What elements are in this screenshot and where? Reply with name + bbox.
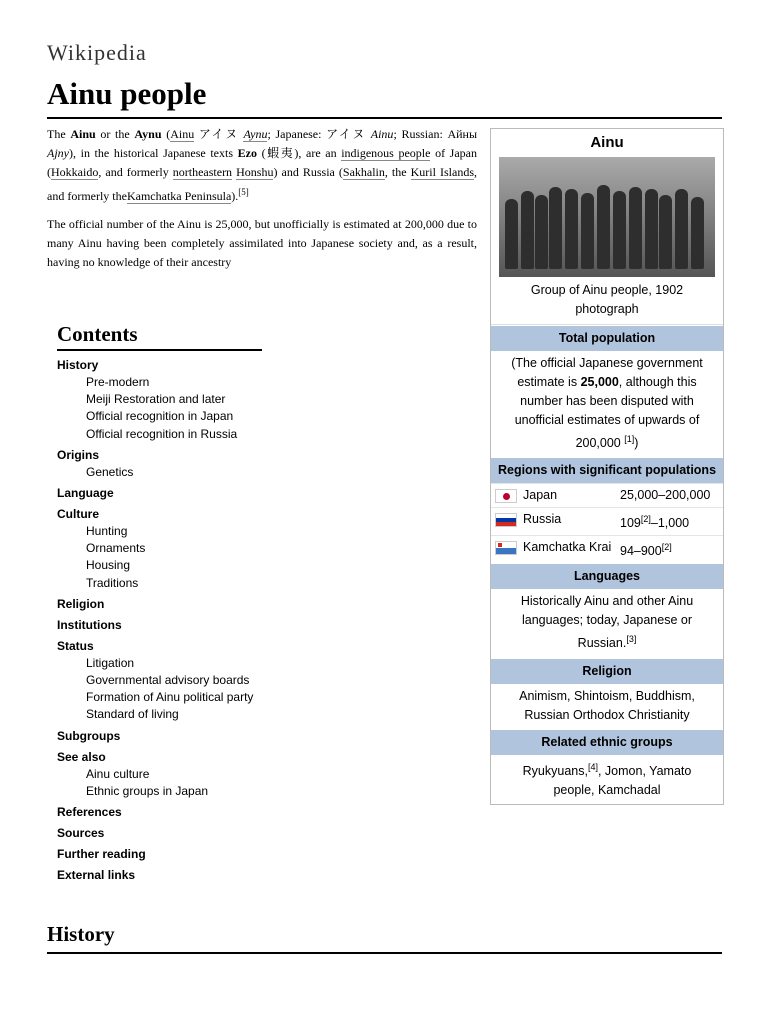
person-silhouette xyxy=(521,191,534,269)
section-heading-history: History xyxy=(47,922,115,946)
region-value: 25,000–200,000 xyxy=(620,488,711,503)
text-run: (The official Japanese government estimate is xyxy=(511,356,703,389)
text-run: ) and Russia ( xyxy=(273,165,343,180)
text-run: Historically Ainu and other Ainu languages; today, Japanese or Russian. xyxy=(520,594,694,651)
region-name-cell xyxy=(495,486,620,505)
photo-caption: Group of Ainu people, 1902 photograph xyxy=(491,277,723,325)
total-population-header: Total population xyxy=(491,325,723,351)
toc-item-label: Sources xyxy=(57,826,105,841)
region-value-cell xyxy=(620,510,719,533)
person-silhouette xyxy=(675,189,688,269)
related-groups-text xyxy=(491,755,723,804)
title-divider xyxy=(47,117,722,119)
toc-sublist xyxy=(57,766,267,800)
toc-item-language[interactable] xyxy=(57,485,267,502)
toc-item-sources[interactable] xyxy=(57,825,267,842)
text-run: , and formerly xyxy=(98,165,173,180)
region-value-upper: –1,000 xyxy=(650,516,690,531)
text-run: ) xyxy=(634,436,639,451)
russia-flag-icon[interactable] xyxy=(495,513,517,527)
regions-header: Regions with significant populations xyxy=(491,457,723,483)
article-link[interactable]: northeastern xyxy=(172,165,233,180)
article-link[interactable]: Aynu xyxy=(243,127,268,141)
toc-subitem[interactable]: Standard of living xyxy=(86,707,179,722)
text-run: ; Russian: Айны xyxy=(393,127,478,141)
person-silhouette xyxy=(613,191,626,269)
person-silhouette xyxy=(629,187,642,269)
toc-subitem[interactable]: Formation of Ainu political party xyxy=(86,690,254,705)
toc-subitem[interactable]: Hunting xyxy=(86,524,128,539)
toc-sublist xyxy=(57,655,267,724)
text-run: ). xyxy=(231,188,239,203)
text-run: Ezo xyxy=(237,146,257,161)
toc-item-label: Religion xyxy=(57,596,105,611)
region-value: 109 xyxy=(620,516,641,531)
toc-item-label: History xyxy=(57,358,99,372)
reference-link[interactable]: [4] xyxy=(587,761,598,772)
toc-subitem[interactable]: Ethnic groups in Japan xyxy=(86,783,209,798)
person-silhouette xyxy=(565,189,578,269)
reference-link[interactable]: [1] xyxy=(624,434,635,444)
toc-subitem[interactable]: Official recognition in Russia xyxy=(86,426,238,441)
text-run: The xyxy=(47,127,71,141)
text-run: Aynu xyxy=(134,127,162,141)
toc-item-status[interactable] xyxy=(57,638,267,724)
article-link[interactable]: Ainu xyxy=(170,127,195,141)
intro-paragraph xyxy=(47,125,477,206)
toc-item-label: See also xyxy=(57,749,106,764)
table-of-contents xyxy=(57,322,267,884)
toc-item-label: Institutions xyxy=(57,617,122,632)
toc-item-label: Culture xyxy=(57,507,99,522)
text-run: ), in the historical Japanese texts xyxy=(69,146,238,161)
toc-item-culture[interactable] xyxy=(57,506,267,592)
article-link[interactable]: Kuril Islands xyxy=(410,165,475,180)
religion-text: Animism, Shintoism, Buddhism, Russian Orthodox Christianity xyxy=(519,688,695,722)
languages-header: Languages xyxy=(491,563,723,589)
text-run: , the xyxy=(384,165,411,180)
toc-item-label: External links xyxy=(57,868,136,883)
article-link[interactable]: Kamchatka Peninsula xyxy=(126,188,232,203)
group-photo-image[interactable] xyxy=(499,157,715,277)
toc-subitem[interactable]: Ornaments xyxy=(86,541,146,556)
text-run: ; Japanese: アイヌ xyxy=(267,127,371,141)
person-silhouette xyxy=(549,187,562,269)
toc-item-label: Status xyxy=(57,638,94,653)
toc-item-label: Further reading xyxy=(57,847,146,862)
infobox xyxy=(490,128,724,805)
toc-subitem[interactable]: Traditions xyxy=(86,575,139,590)
person-silhouette xyxy=(645,189,658,269)
infobox-title: Ainu xyxy=(491,129,723,157)
article-link[interactable]: Hokkaido xyxy=(51,165,99,180)
toc-item-references[interactable] xyxy=(57,804,267,821)
languages-text xyxy=(491,589,723,657)
toc-sublist xyxy=(57,523,267,592)
text-run: The official number of the Ainu is 25,000, but unofficially is estimated at 200,000 due to many Ainu having been completely assimilated into Japanese society and, as a result, having no knowledge of their ancestry xyxy=(47,216,477,270)
text-run: , although this number has been disputed with unofficial estimates of upwards of 200,000 xyxy=(514,375,700,451)
region-value: 94–900 xyxy=(620,544,662,559)
toc-item-label: Origins xyxy=(57,447,100,462)
person-silhouette xyxy=(505,199,518,269)
toc-item-label: References xyxy=(57,805,122,820)
reference-link[interactable]: [5] xyxy=(238,186,249,197)
text-run: アイヌ xyxy=(194,127,244,141)
article-link[interactable]: Sakhalin xyxy=(342,165,385,180)
toc-item-religion[interactable] xyxy=(57,596,267,613)
toc-subitem[interactable]: Litigation xyxy=(86,655,135,670)
toc-item-history[interactable] xyxy=(57,357,267,443)
related-groups-header: Related ethnic groups xyxy=(491,729,723,755)
intro-paragraph xyxy=(47,215,477,273)
article-link[interactable]: Honshu xyxy=(236,165,274,180)
toc-sublist xyxy=(57,464,267,481)
wikipedia-logo[interactable]: Wikipedia xyxy=(47,40,147,65)
region-name[interactable]: Russia xyxy=(523,512,562,527)
person-silhouette xyxy=(691,197,704,269)
toc-item-see-also[interactable] xyxy=(57,749,267,800)
reference-link[interactable]: [3] xyxy=(626,634,637,645)
toc-item-label: Language xyxy=(57,486,114,501)
text-run: 25,000 xyxy=(580,375,619,389)
reference-link[interactable]: [2] xyxy=(640,514,651,525)
toc-sublist xyxy=(57,374,267,443)
region-row xyxy=(491,535,723,563)
text-run: , and formerly the xyxy=(47,165,478,203)
region-value-cell xyxy=(620,486,719,505)
text-run: Ryukyuans, xyxy=(522,763,588,778)
person-silhouette xyxy=(659,195,672,269)
total-population-text xyxy=(491,351,723,457)
kamchatka-flag-icon[interactable] xyxy=(495,541,517,555)
japan-flag-icon[interactable] xyxy=(495,489,517,503)
region-value-cell xyxy=(620,538,719,561)
region-row xyxy=(491,507,723,535)
text-run: ( xyxy=(161,127,171,141)
toc-subitem[interactable]: Housing xyxy=(86,558,131,573)
text-run: or the xyxy=(95,127,135,141)
toc-item-subgroups[interactable] xyxy=(57,728,267,745)
region-name[interactable]: Japan xyxy=(523,488,558,503)
text-run: of Japan ( xyxy=(47,146,477,180)
region-name-cell xyxy=(495,538,620,561)
toc-item-institutions[interactable] xyxy=(57,617,267,634)
toc-subitem[interactable]: Pre-modern xyxy=(86,375,150,389)
region-name[interactable]: Kamchatka Krai xyxy=(523,540,612,555)
toc-item-origins[interactable] xyxy=(57,447,267,481)
toc-subitem[interactable]: Official recognition in Japan xyxy=(86,409,234,424)
article-link[interactable]: indigenous people xyxy=(341,146,431,161)
text-run: , Jomon, Yamato people, Kamchadal xyxy=(553,763,692,797)
person-silhouette xyxy=(597,185,610,269)
toc-subitem[interactable]: Genetics xyxy=(86,464,134,479)
text-run: Ainu xyxy=(70,127,96,141)
text-run: Ainu xyxy=(370,127,394,141)
toc-item-further-reading[interactable] xyxy=(57,846,267,863)
region-row xyxy=(491,483,723,507)
region-name-cell xyxy=(495,510,620,533)
text-run: Ajny xyxy=(47,146,69,161)
toc-item-external-links[interactable] xyxy=(57,867,267,884)
person-silhouette xyxy=(535,195,548,269)
toc-title: Contents xyxy=(57,322,262,351)
toc-subitem[interactable]: Governmental advisory boards xyxy=(86,673,250,688)
regions-table xyxy=(491,483,723,563)
toc-item-label: Subgroups xyxy=(57,728,121,743)
toc-subitem[interactable]: Meiji Restoration and later xyxy=(86,392,226,407)
section-divider xyxy=(47,952,722,954)
article-intro xyxy=(47,125,477,281)
religion-header: Religion xyxy=(491,658,723,684)
reference-link[interactable]: [2] xyxy=(661,542,672,553)
toc-subitem[interactable]: Ainu culture xyxy=(86,766,150,781)
toc-list xyxy=(57,357,267,884)
text-run: (蝦夷), are an xyxy=(256,146,342,161)
page-title: Ainu people xyxy=(47,76,207,111)
person-silhouette xyxy=(581,193,594,269)
